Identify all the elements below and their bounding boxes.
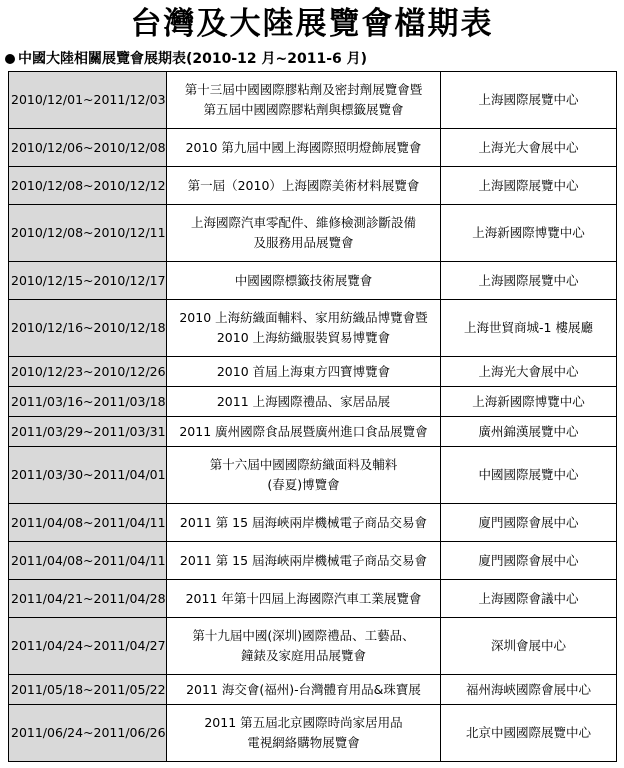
exhibition-name-line: 及服務用品展覽會 xyxy=(253,235,354,250)
exhibition-name-line: 2011 廣州國際食品展暨廣州進口食品展覽會 xyxy=(179,423,428,439)
exhibition-name-cell xyxy=(167,504,441,542)
table-row xyxy=(9,580,617,618)
exhibition-name-line: 第五屆中國國際膠粘劑與標籤展覽會 xyxy=(203,102,404,117)
venue-cell: 上海國際展覽中心 xyxy=(441,72,617,129)
table-row xyxy=(9,417,617,447)
page-title: 台灣及大陸展覽會檔期表 xyxy=(130,6,494,42)
section-subtitle xyxy=(5,50,367,68)
exhibition-name-cell xyxy=(167,542,441,580)
date-range-cell: 2010/12/23~2010/12/26 xyxy=(9,357,167,387)
exhibition-name-cell xyxy=(167,580,441,618)
table-row xyxy=(9,205,617,262)
exhibition-name-line: 2011 海交會(福州)-台灣體育用品&珠寶展 xyxy=(186,681,421,697)
bullet-icon xyxy=(5,54,15,64)
exhibition-name-cell xyxy=(167,300,441,357)
date-range-cell: 2010/12/06~2010/12/08 xyxy=(9,129,167,167)
venue-cell: 上海國際展覽中心 xyxy=(441,262,617,300)
exhibition-name-cell xyxy=(167,417,441,447)
venue-cell: 廣州錦漢展覽中心 xyxy=(441,417,617,447)
exhibition-name-line: 第十六屆中國國際紡織面料及輔料 xyxy=(209,457,398,472)
table-row xyxy=(9,72,617,129)
venue-cell: 上海新國際博覽中心 xyxy=(441,205,617,262)
exhibition-name-line: 2011 年第十四屆上海國際汽車工業展覽會 xyxy=(185,590,422,606)
date-range-cell: 2011/05/18~2011/05/22 xyxy=(9,675,167,705)
exhibition-name-line: 2011 上海國際禮品、家居品展 xyxy=(216,393,391,409)
exhibition-name-line: 2010 首屆上海東方四寶博覽會 xyxy=(216,363,391,379)
exhibition-name-cell xyxy=(167,205,441,262)
date-range-cell: 2010/12/08~2010/12/11 xyxy=(9,205,167,262)
exhibition-name-line: 第十三屆中國國際膠粘劑及密封劑展覽會暨 xyxy=(184,82,423,97)
date-range-cell: 2011/03/29~2011/03/31 xyxy=(9,417,167,447)
date-range-cell: 2010/12/08~2010/12/12 xyxy=(9,167,167,205)
date-range-cell: 2011/03/16~2011/03/18 xyxy=(9,387,167,417)
date-range-cell: 2011/04/21~2011/04/28 xyxy=(9,580,167,618)
table-row xyxy=(9,387,617,417)
exhibition-name-cell xyxy=(167,357,441,387)
exhibition-name-cell xyxy=(167,705,441,762)
exhibition-name-line: 2011 第 15 屆海峽兩岸機械電子商品交易會 xyxy=(179,514,428,530)
table-row xyxy=(9,357,617,387)
exhibition-name-line: 鐘錶及家庭用品展覽會 xyxy=(240,648,366,663)
venue-cell: 上海光大會展中心 xyxy=(441,357,617,387)
exhibition-name-line: 電視網絡購物展覽會 xyxy=(247,735,360,750)
venue-cell: 北京中國國際展覽中心 xyxy=(441,705,617,762)
exhibition-name-line: 中國國際標籤技術展覽會 xyxy=(234,272,373,288)
exhibition-name-line: 上海國際汽車零配件、維修檢測診斷設備 xyxy=(190,215,416,230)
venue-cell: 廈門國際會展中心 xyxy=(441,504,617,542)
venue-cell: 上海國際會議中心 xyxy=(441,580,617,618)
table-row xyxy=(9,675,617,705)
venue-cell: 上海新國際博覽中心 xyxy=(441,387,617,417)
exhibition-name-cell xyxy=(167,129,441,167)
date-range-cell: 2011/04/24~2011/04/27 xyxy=(9,618,167,675)
exhibition-name-line: 2011 第五屆北京國際時尚家居用品 xyxy=(204,715,403,730)
exhibition-schedule-table xyxy=(8,71,617,762)
exhibition-name-cell xyxy=(167,72,441,129)
exhibition-name-line: 2010 第九屆中國上海國際照明燈飾展覽會 xyxy=(185,139,422,155)
table-row xyxy=(9,300,617,357)
exhibition-name-line: 第一屆（2010）上海國際美術材料展覽會 xyxy=(187,177,420,193)
exhibition-name-line: 2011 第 15 屆海峽兩岸機械電子商品交易會 xyxy=(179,552,428,568)
exhibition-name-line: 2010 上海紡織面輔料、家用紡織品博覽會暨 xyxy=(179,310,428,325)
venue-cell: 上海世貿商城-1 樓展廳 xyxy=(441,300,617,357)
exhibition-name-cell xyxy=(167,262,441,300)
date-range-cell: 2010/12/01~2011/12/03 xyxy=(9,72,167,129)
date-range-cell: 2010/12/16~2010/12/18 xyxy=(9,300,167,357)
exhibition-name-cell xyxy=(167,387,441,417)
date-range-cell: 2011/03/30~2011/04/01 xyxy=(9,447,167,504)
date-range-cell: 2011/04/08~2011/04/11 xyxy=(9,542,167,580)
venue-cell: 上海光大會展中心 xyxy=(441,129,617,167)
table-row xyxy=(9,167,617,205)
schedule-table-body xyxy=(9,72,617,762)
exhibition-name-cell xyxy=(167,675,441,705)
date-range-cell: 2011/04/08~2011/04/11 xyxy=(9,504,167,542)
table-row xyxy=(9,542,617,580)
venue-cell: 深圳會展中心 xyxy=(441,618,617,675)
venue-cell: 上海國際展覽中心 xyxy=(441,167,617,205)
table-row xyxy=(9,618,617,675)
table-row xyxy=(9,262,617,300)
exhibition-name-cell xyxy=(167,167,441,205)
table-row xyxy=(9,504,617,542)
venue-cell: 廈門國際會展中心 xyxy=(441,542,617,580)
table-row xyxy=(9,447,617,504)
table-row xyxy=(9,129,617,167)
date-range-cell: 2010/12/15~2010/12/17 xyxy=(9,262,167,300)
exhibition-name-line: 2010 上海紡織服裝貿易博覽會 xyxy=(216,330,391,345)
date-range-cell: 2011/06/24~2011/06/26 xyxy=(9,705,167,762)
venue-cell: 中國國際展覽中心 xyxy=(441,447,617,504)
exhibition-name-line: 第十九屆中國(深圳)國際禮品、工藝品、 xyxy=(192,628,415,643)
exhibition-name-line: (春夏)博覽會 xyxy=(267,477,340,492)
exhibition-name-cell xyxy=(167,618,441,675)
exhibition-name-cell xyxy=(167,447,441,504)
venue-cell: 福州海峽國際會展中心 xyxy=(441,675,617,705)
subtitle-text: 中國大陸相關展覽會展期表(2010-12 月~2011-6 月) xyxy=(18,51,368,67)
table-row xyxy=(9,705,617,762)
